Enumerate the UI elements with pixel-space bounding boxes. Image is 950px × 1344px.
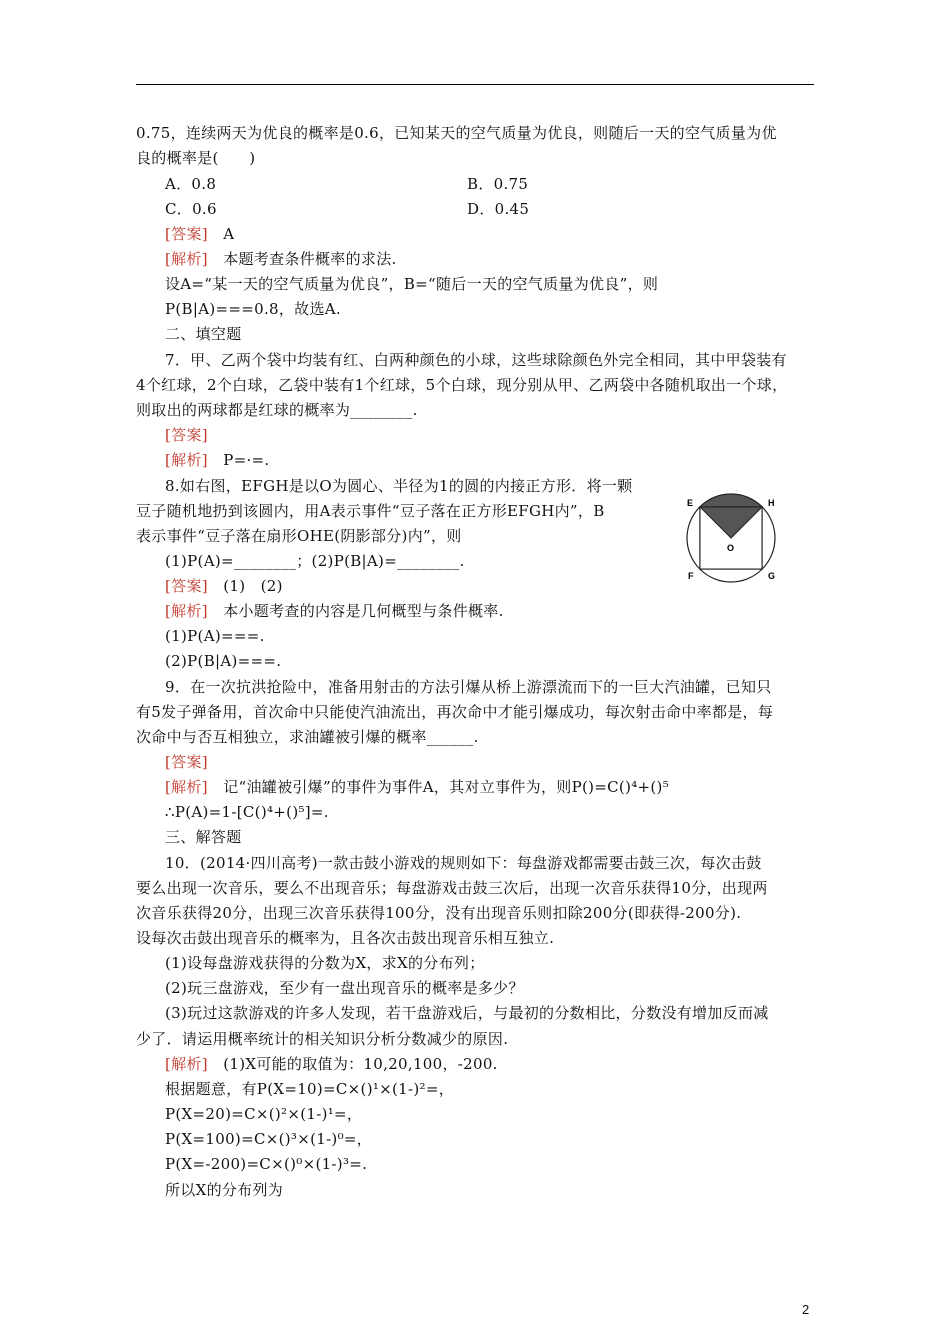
answer-tag: [答案]: [165, 577, 208, 595]
circle-square-figure: [684, 491, 779, 586]
line-text: 二、填空题: [165, 325, 242, 343]
line-text: 良的概率是( ): [136, 149, 256, 167]
label-G: G: [768, 571, 776, 581]
line-text: A: [207, 225, 235, 243]
text-line: [136, 1029, 508, 1049]
line-text: P=·=.: [207, 451, 270, 469]
text-line: [165, 1154, 367, 1174]
line-text: 记“油罐被引爆”的事件为事件A，其对立事件为，则P()=C()⁴+()⁵: [207, 778, 670, 796]
line-text: 9．在一次抗洪抢险中，准备用射击的方法引爆从桥上游漂流而下的一巨大汽油罐，已知只: [165, 678, 772, 696]
label-F: F: [688, 571, 694, 581]
line-text: 要么出现一次音乐，要么不出现音乐；每盘游戏击鼓三次后，出现一次音乐获得10分，出现两: [136, 879, 768, 897]
line-text: 次音乐获得20分，出现三次音乐获得100分，没有出现音乐则扣除200分(即获得-200分).: [136, 904, 742, 922]
label-O: O: [727, 543, 735, 553]
sector-OHE-shaded: [700, 494, 762, 538]
text-line: [165, 350, 787, 370]
line-text: P(X=20)=C×()²×(1-)¹=，: [165, 1105, 363, 1123]
text-line: [165, 651, 281, 671]
text-line: [165, 626, 265, 646]
text-line: [165, 853, 762, 873]
text-line: [136, 123, 777, 143]
line-text: 豆子随机地扔到该圆内，用A表示事件“豆子落在正方形EFGH内”，B: [136, 502, 605, 520]
line-text: P(X=100)=C×()³×(1-)⁰=，: [165, 1130, 373, 1148]
text-line: [165, 827, 242, 847]
line-text: C．0.6: [165, 200, 217, 218]
text-line: [165, 1104, 362, 1124]
text-line: [165, 199, 217, 219]
line-text: 次命中与否互相独立，求油罐被引爆的概率______.: [136, 728, 479, 746]
line-text: (1)X可能的取值为：10,20,100，-200.: [207, 1055, 498, 1073]
text-line: [136, 702, 773, 722]
line-text: (1)设每盘游戏获得的分数为X，求X的分布列；: [165, 954, 485, 972]
text-line: [136, 400, 418, 420]
line-text: 设A=“某一天的空气质量为优良”，B=“随后一天的空气质量为优良”，则: [165, 275, 659, 293]
text-line: [165, 425, 208, 445]
label-H: H: [768, 498, 775, 508]
line-text: 设每次击鼓出现音乐的概率为，且各次击鼓出现音乐相互独立.: [136, 929, 555, 947]
line-text: 7．甲、乙两个袋中均装有红、白两种颜色的小球，这些球除颜色外完全相同，其中甲袋装有: [165, 351, 787, 369]
line-text: 10．(2014·四川高考)一款击鼓小游戏的规则如下：每盘游戏都需要击鼓三次，每次击鼓: [165, 854, 762, 872]
line-text: 0.75，连续两天为优良的概率是0.6，已知某天的空气质量为优良，则随后一天的空气质量为优: [136, 124, 777, 142]
line-text: 所以X的分布列为: [165, 1181, 284, 1199]
answer-tag: [解析]: [165, 602, 208, 620]
line-text: (1)P(A)=________；(2)P(B|A)=________.: [165, 552, 465, 570]
text-line: [165, 324, 242, 344]
header-rule: [136, 84, 814, 85]
answer-tag: [解析]: [165, 451, 208, 469]
text-line: [165, 1079, 454, 1099]
text-line: [136, 148, 255, 168]
text-line: [165, 224, 234, 244]
line-text: 三、解答题: [165, 828, 242, 846]
text-line: [165, 752, 208, 772]
line-text: B．0.75: [467, 175, 529, 193]
line-text: A．0.8: [165, 175, 217, 193]
text-line: [165, 551, 465, 571]
text-line: [165, 1180, 283, 1200]
line-text: 则取出的两球都是红球的概率为________.: [136, 401, 418, 419]
text-line: [136, 928, 554, 948]
line-text: (2)P(B|A)===.: [165, 652, 282, 670]
line-text: 本题考查条件概率的求法.: [207, 250, 397, 268]
line-text: 有5发子弹备用，首次命中只能使汽油流出，再次命中才能引爆成功，每次射击命中率都是，每: [136, 703, 774, 721]
line-text: 8.如右图，EFGH是以O为圆心、半径为1的圆的内接正方形．将一颗: [165, 477, 633, 495]
answer-tag: [解析]: [165, 1055, 208, 1073]
text-line: [165, 299, 341, 319]
line-text: 4个红球，2个白球，乙袋中装有1个红球，5个白球，现分别从甲、乙两袋中各随机取出一个球，: [136, 376, 788, 394]
line-text: 根据题意，有P(X=10)=C×()¹×(1-)²=，: [165, 1080, 455, 1098]
text-line: [165, 476, 632, 496]
line-text: ∴P(A)=1-[C()⁴+()⁵]=.: [165, 803, 329, 821]
answer-tag: [解析]: [165, 778, 208, 796]
text-line: [165, 450, 269, 470]
text-line: [165, 1054, 498, 1074]
text-line: [136, 878, 768, 898]
answer-tag: [解析]: [165, 250, 208, 268]
text-line: [136, 375, 787, 395]
line-text: 本小题考查的内容是几何概型与条件概率.: [207, 602, 504, 620]
answer-tag: [答案]: [165, 426, 208, 444]
text-line: [165, 576, 283, 596]
text-line: [165, 953, 485, 973]
text-line: [467, 174, 528, 194]
line-text: P(B|A)===0.8，故选A.: [165, 300, 341, 318]
text-line: [136, 501, 605, 521]
text-line: [467, 199, 529, 219]
text-line: [136, 727, 479, 747]
text-line: [165, 802, 329, 822]
page-number: 2: [802, 1302, 810, 1317]
line-text: 表示事件“豆子落在扇形OHE(阴影部分)内”，则: [136, 527, 462, 545]
line-text: 少了．请运用概率统计的相关知识分析分数减少的原因.: [136, 1030, 509, 1048]
text-line: [165, 677, 772, 697]
label-E: E: [687, 498, 694, 508]
text-line: [165, 978, 524, 998]
text-line: [165, 1003, 769, 1023]
text-line: [165, 601, 504, 621]
line-text: (1) (2): [207, 577, 283, 595]
line-text: (2)玩三盘游戏，至少有一盘出现音乐的概率是多少？: [165, 979, 524, 997]
text-line: [165, 777, 669, 797]
text-line: [136, 526, 462, 546]
text-line: [165, 1129, 372, 1149]
text-line: [165, 174, 216, 194]
text-line: [165, 249, 397, 269]
text-line: [165, 274, 658, 294]
line-text: P(X=-200)=C×()⁰×(1-)³=.: [165, 1155, 368, 1173]
line-text: (3)玩过这款游戏的许多人发现，若干盘游戏后，与最初的分数相比，分数没有增加反而减: [165, 1004, 769, 1022]
text-line: [136, 903, 741, 923]
answer-tag: [答案]: [165, 225, 208, 243]
line-text: D．0.45: [467, 200, 530, 218]
line-text: (1)P(A)===.: [165, 627, 265, 645]
answer-tag: [答案]: [165, 753, 208, 771]
